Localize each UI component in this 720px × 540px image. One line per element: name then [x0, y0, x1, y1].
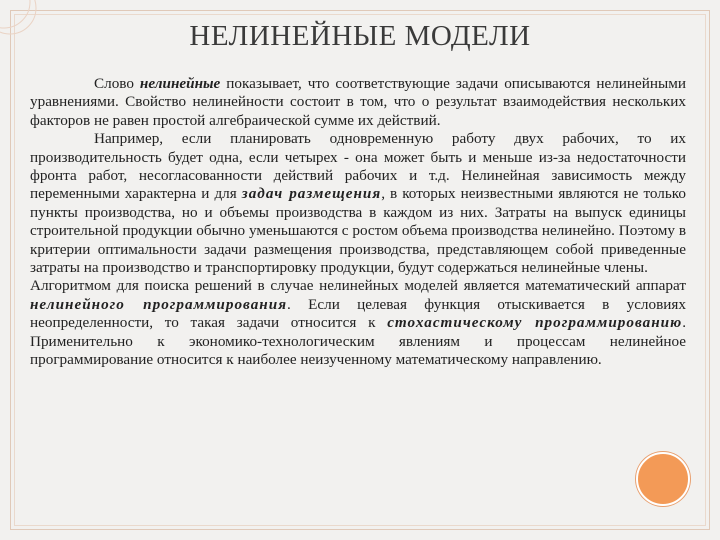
p2-text-a: Например, если планировать одновременную работу двух рабочих, то их производительность будет одна, если четырех - она может быть и меньше из-за недостаточности фронта работ, несогласованности действий рабочих и т.д. Нелинейная зависимость между переменными характерна и для	[30, 130, 686, 203]
p3-text-e: . Применительно к экономико-технологическим явлениям и процессам нелинейное программирование относится к наиболее неизученному математическому направлению.	[30, 314, 686, 369]
paragraph-1	[30, 75, 686, 130]
p1-text-a: Слово	[94, 75, 140, 92]
p3-term-nonlinear-programming: нелинейного программирования	[30, 295, 288, 313]
p2-term-placement-tasks: задач размещения	[241, 185, 382, 203]
p1-text-c: показывает, что соответствующие задачи описываются нелинейными уравнениями. Свойство нелинейности состоит в том, что о результат взаимодействия нескольких факторов не равен простой алгебраической сумме их действий.	[30, 75, 686, 129]
p3-text-c: . Если целевая функция отыскивается в условиях неопределенности, то такая задачи относится к	[30, 295, 686, 332]
slide-title: НЕЛИНЕЙНЫЕ МОДЕЛИ	[189, 20, 531, 52]
corner-decoration-orange-circle	[636, 452, 690, 506]
paragraph-2	[30, 130, 686, 277]
paragraph-3	[30, 277, 686, 369]
slide-body	[30, 75, 686, 370]
p2-text-c: , в которых неизвестными являются не только пункты производства, но и объемы производства в каждом из них. Затраты на выпуск единицы строительной продукции обычно уменьшаются с ростом объема производства нелинейно. Поэтому в критерии оптимальности задачи размещения производства, представляющем собой приведенные затраты на производство и транспортировку продукции, будут содержаться нелинейные члены.	[30, 185, 686, 277]
p3-term-stochastic-programming: стохастическому программированию	[387, 314, 683, 332]
p1-term-nonlinear: нелинейные	[139, 75, 221, 92]
p3-text-a: Алгоритмом для поиска решений в случае нелинейных моделей является математический аппарат	[30, 277, 686, 295]
